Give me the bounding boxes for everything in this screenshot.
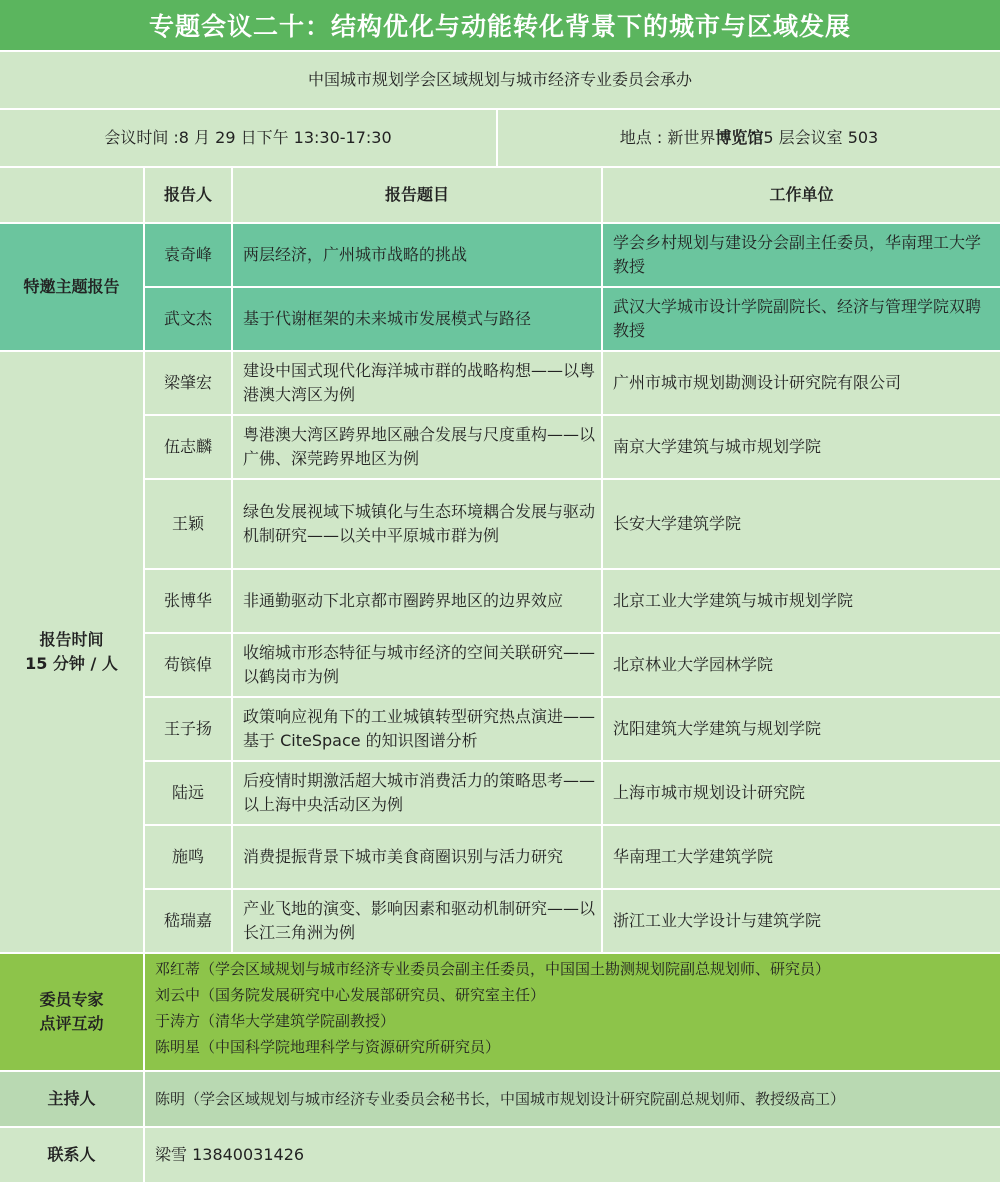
- contact-value: 梁雪 13840031426: [145, 1128, 1000, 1184]
- speaker-org: 学会乡村规划与建设分会副主任委员，华南理工大学教授: [603, 224, 1000, 288]
- table-row: [145, 352, 1000, 416]
- keynote-section: [0, 224, 1000, 352]
- table-row: [145, 826, 1000, 890]
- expert-line: 于涛方（清华大学建筑学院副教授）: [155, 1012, 396, 1030]
- review-section: [0, 954, 1000, 1072]
- expert-line: 刘云中（国务院发展研究中心发展部研究员、研究室主任）: [155, 986, 546, 1004]
- report-topic: 两层经济，广州城市战略的挑战: [233, 224, 603, 288]
- reports-label-line1: 报告时间: [39, 630, 104, 649]
- speaker-org: 广州市城市规划勘测设计研究院有限公司: [603, 352, 1000, 416]
- header-org: 工作单位: [603, 168, 1000, 224]
- meeting-location: [498, 110, 1000, 168]
- report-topic: 后疫情时期激活超大城市消费活力的策略思考——以上海中央活动区为例: [233, 762, 603, 826]
- speaker-name: 袁奇峰: [145, 224, 233, 288]
- table-row: [145, 224, 1000, 288]
- speaker-org: 沈阳建筑大学建筑与规划学院: [603, 698, 1000, 762]
- contact-row: [0, 1128, 1000, 1184]
- speaker-org: 北京林业大学园林学院: [603, 634, 1000, 698]
- speaker-org: 武汉大学城市设计学院副院长、经济与管理学院双聘教授: [603, 288, 1000, 352]
- report-topic: 消费提振背景下城市美食商圈识别与活力研究: [233, 826, 603, 890]
- header-topic: 报告题目: [233, 168, 603, 224]
- speaker-org: 上海市城市规划设计研究院: [603, 762, 1000, 826]
- table-row: [145, 416, 1000, 480]
- speaker-name: 苟镔倬: [145, 634, 233, 698]
- speaker-name: 施鸣: [145, 826, 233, 890]
- speaker-name: 嵇瑞嘉: [145, 890, 233, 954]
- table-row: [145, 890, 1000, 954]
- contact-label: 联系人: [0, 1128, 145, 1184]
- reports-label-line2: 15 分钟 / 人: [25, 654, 118, 673]
- review-label-line2: 点评互动: [39, 1014, 104, 1033]
- report-topic: 建设中国式现代化海洋城市群的战略构想——以粤港澳大湾区为例: [233, 352, 603, 416]
- review-label: [0, 954, 145, 1072]
- location-suffix: 5 层会议室 503: [763, 128, 879, 147]
- reports-label: [0, 352, 145, 954]
- expert-line: 邓红蒂（学会区域规划与城市经济专业委员会副主任委员，中国国土勘测规划院副总规划师、研究员）: [155, 960, 831, 978]
- table-row: [145, 698, 1000, 762]
- keynote-rows: [145, 224, 1000, 352]
- review-label-line1: 委员专家: [39, 990, 104, 1009]
- meeting-time: 会议时间 :8 月 29 日下午 13:30-17:30: [0, 110, 498, 168]
- table-row: [145, 570, 1000, 634]
- report-topic: 非通勤驱动下北京都市圈跨界地区的边界效应: [233, 570, 603, 634]
- host-row: [0, 1072, 1000, 1128]
- organizer-text: 中国城市规划学会区域规划与城市经济专业委员会承办: [0, 52, 1000, 110]
- speaker-org: 华南理工大学建筑学院: [603, 826, 1000, 890]
- speaker-name: 王颖: [145, 480, 233, 570]
- speaker-name: 梁肇宏: [145, 352, 233, 416]
- speaker-name: 陆远: [145, 762, 233, 826]
- location-venue: 博览馆: [715, 128, 764, 147]
- report-topic: 基于代谢框架的未来城市发展模式与路径: [233, 288, 603, 352]
- report-topic: 绿色发展视域下城镇化与生态环境耦合发展与驱动机制研究——以关中平原城市群为例: [233, 480, 603, 570]
- speaker-name: 王子扬: [145, 698, 233, 762]
- time-location-row: [0, 110, 1000, 168]
- table-row: [145, 288, 1000, 352]
- host-label: 主持人: [0, 1072, 145, 1128]
- header-speaker: 报告人: [145, 168, 233, 224]
- speaker-org: 长安大学建筑学院: [603, 480, 1000, 570]
- speaker-name: 伍志麟: [145, 416, 233, 480]
- report-topic: 政策响应视角下的工业城镇转型研究热点演进——基于 CiteSpace 的知识图谱分析: [233, 698, 603, 762]
- speaker-org: 北京工业大学建筑与城市规划学院: [603, 570, 1000, 634]
- header-category: [0, 168, 145, 224]
- keynote-label: 特邀主题报告: [0, 224, 145, 352]
- reports-section: [0, 352, 1000, 954]
- expert-line: 陈明星（中国科学院地理科学与资源研究所研究员）: [155, 1038, 501, 1056]
- report-topic: 粤港澳大湾区跨界地区融合发展与尺度重构——以广佛、深莞跨界地区为例: [233, 416, 603, 480]
- organizer-row: [0, 52, 1000, 110]
- session-title: 专题会议二十：结构优化与动能转化背景下的城市与区域发展: [0, 0, 1000, 52]
- table-row: [145, 634, 1000, 698]
- host-value: 陈明（学会区域规划与城市经济专业委员会秘书长，中国城市规划设计研究院副总规划师、教授级高工）: [145, 1072, 1000, 1128]
- review-experts: [145, 954, 1000, 1072]
- speaker-org: 南京大学建筑与城市规划学院: [603, 416, 1000, 480]
- speaker-name: 张博华: [145, 570, 233, 634]
- report-topic: 收缩城市形态特征与城市经济的空间关联研究——以鹤岗市为例: [233, 634, 603, 698]
- table-row: [145, 762, 1000, 826]
- speaker-org: 浙江工业大学设计与建筑学院: [603, 890, 1000, 954]
- report-rows: [145, 352, 1000, 954]
- table-row: [145, 480, 1000, 570]
- location-prefix: 地点 : 新世界: [619, 128, 716, 147]
- report-topic: 产业飞地的演变、影响因素和驱动机制研究——以长江三角洲为例: [233, 890, 603, 954]
- speaker-name: 武文杰: [145, 288, 233, 352]
- header-row: [0, 168, 1000, 224]
